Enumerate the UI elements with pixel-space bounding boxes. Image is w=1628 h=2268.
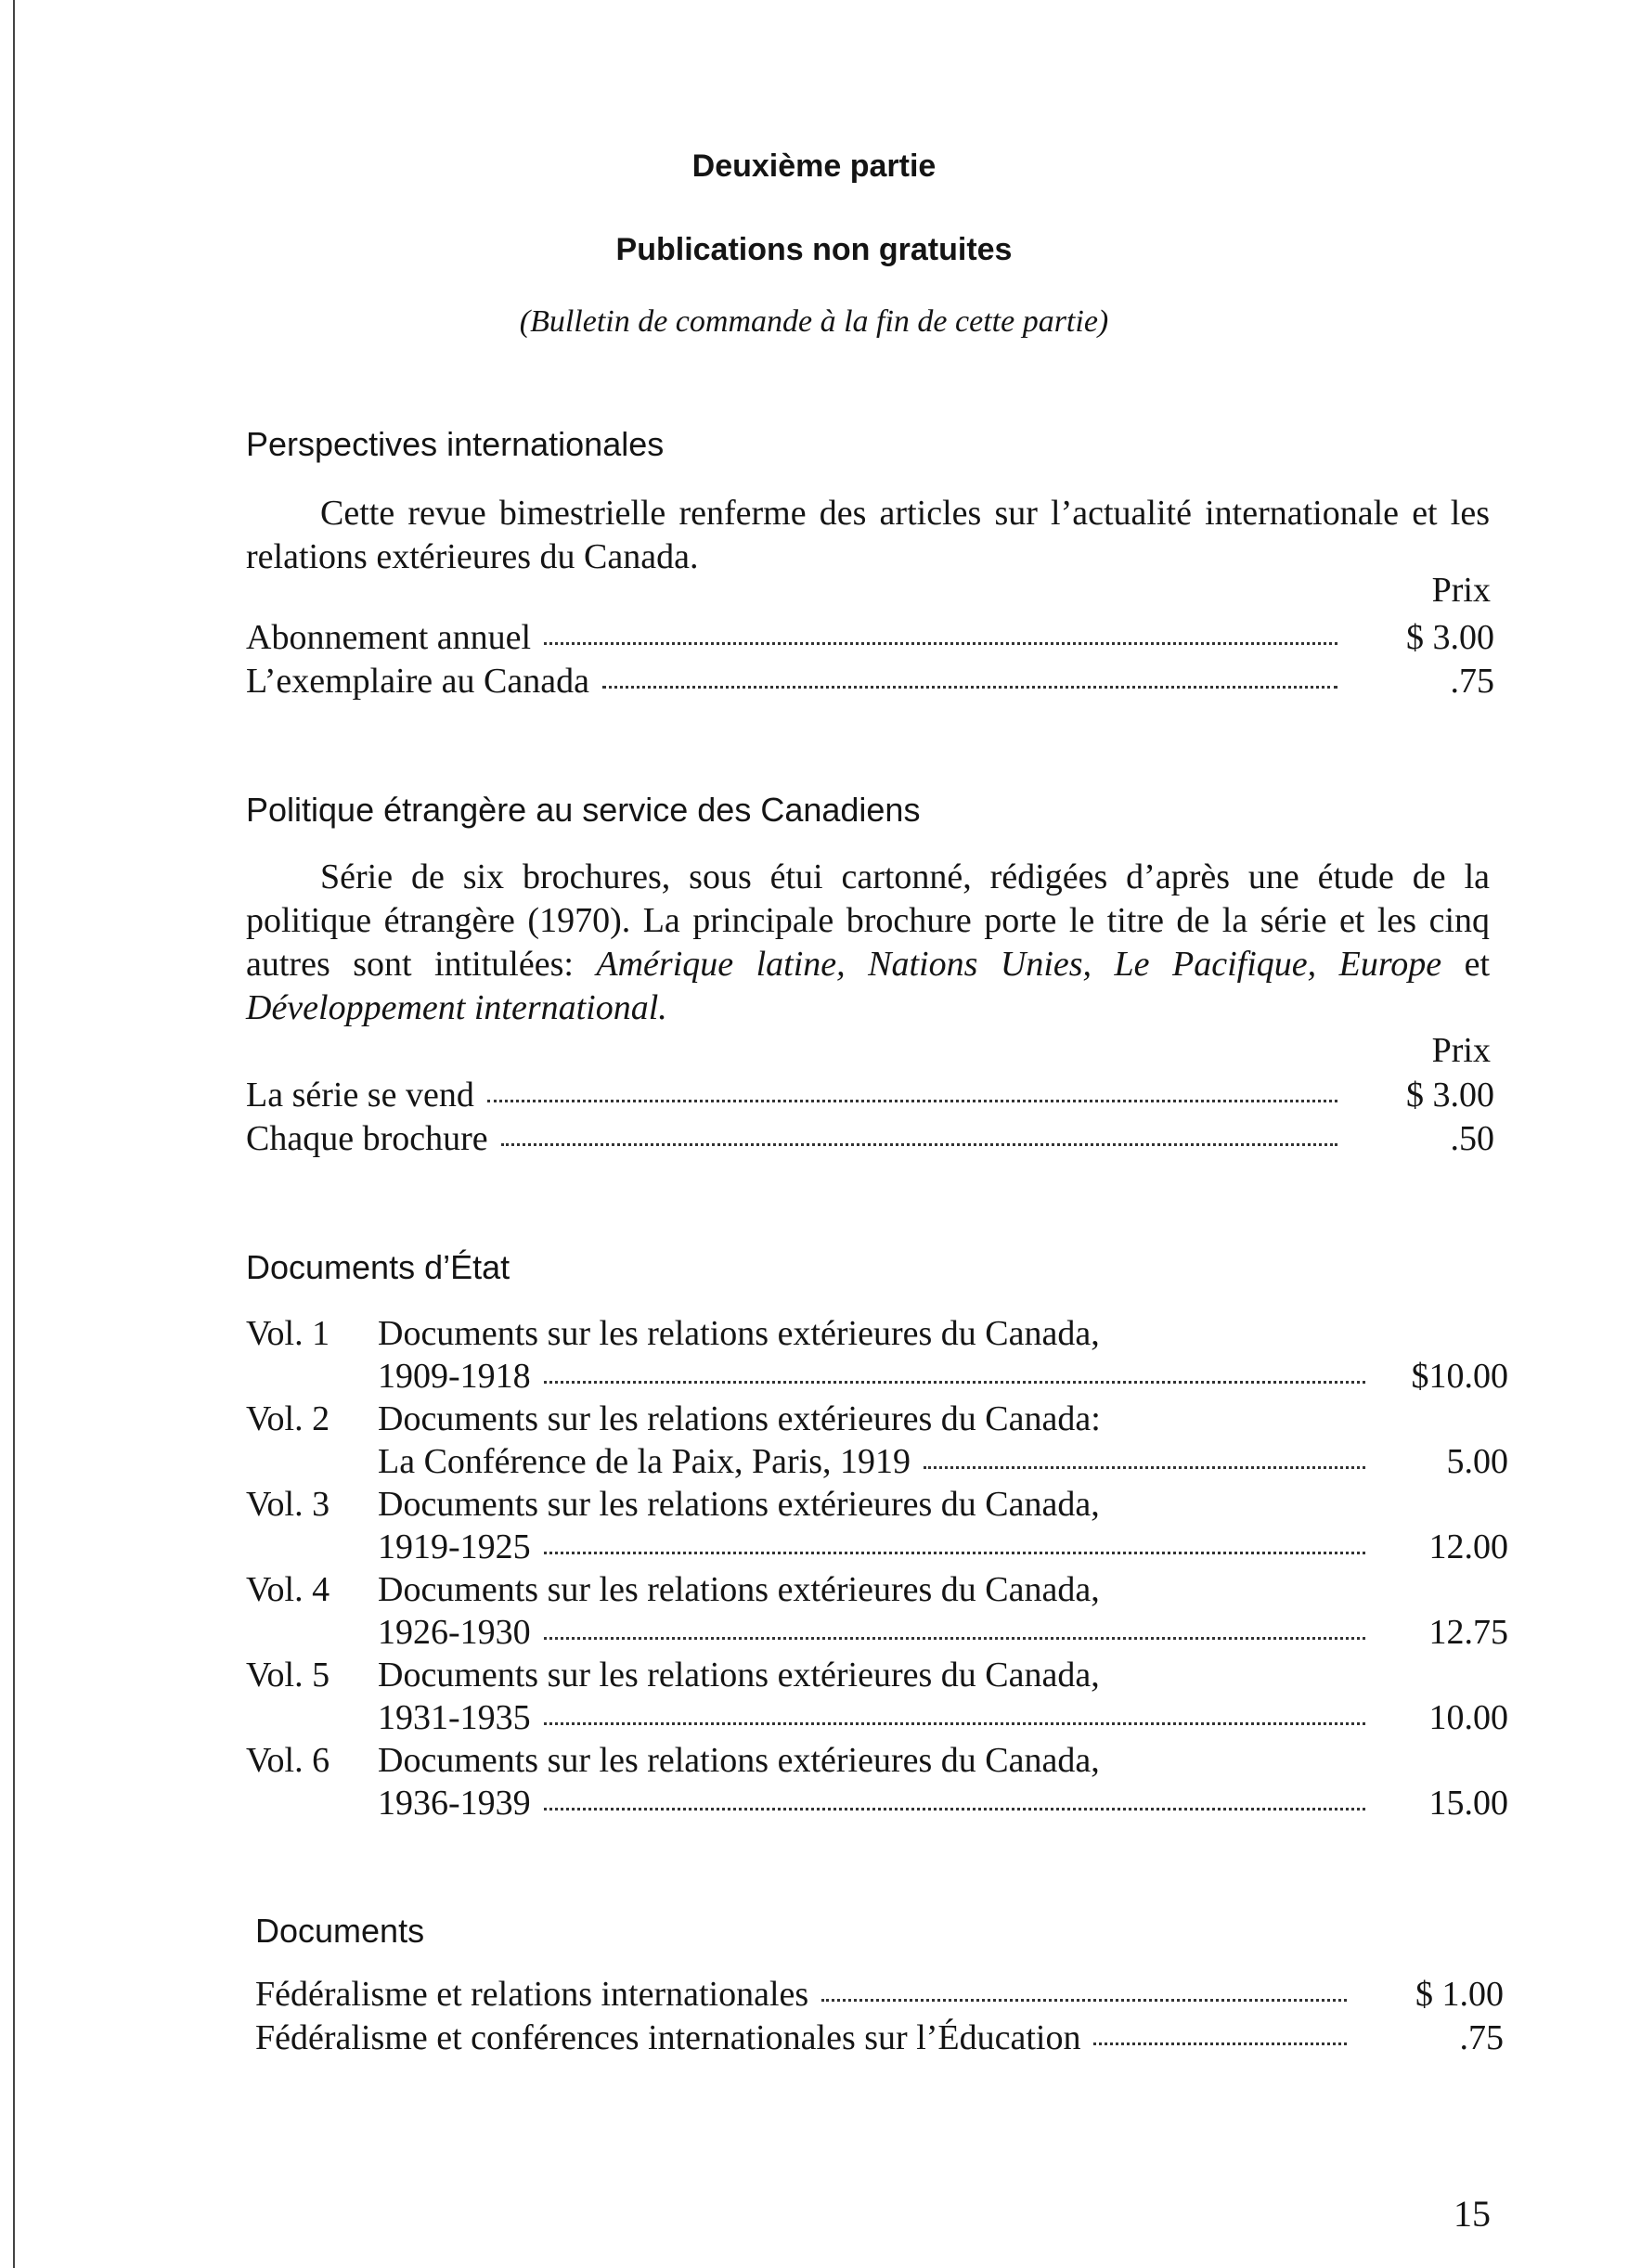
volume-subline xyxy=(378,1697,1508,1738)
volume-price: 5.00 xyxy=(1446,1442,1508,1481)
volume-number: Vol. 2 xyxy=(246,1399,330,1438)
volume-number: Vol. 3 xyxy=(246,1485,330,1524)
dot-leader xyxy=(544,642,1337,645)
section-title-politique: Politique étrangère au service des Canadiens xyxy=(246,791,921,829)
dot-leader xyxy=(1093,2042,1347,2045)
volume-price: 12.00 xyxy=(1428,1527,1508,1566)
volume-title: Documents sur les relations extérieures du Canada, xyxy=(378,1485,1100,1524)
dot-leader xyxy=(544,1722,1365,1725)
item-label: Fédéralisme et conférences internationales sur l’Éducation xyxy=(255,2018,1081,2057)
volume-price: 12.75 xyxy=(1428,1613,1508,1652)
volume-subline xyxy=(378,1356,1508,1397)
volume-title: Documents sur les relations extérieures du Canada, xyxy=(378,1656,1100,1695)
volume-subtitle: 1936-1939 xyxy=(378,1784,531,1823)
scan-edge-line xyxy=(13,0,15,2268)
volume-subtitle: 1919-1925 xyxy=(378,1527,531,1566)
volume-price: 15.00 xyxy=(1428,1784,1508,1823)
perspectives-description-text: Cette revue bimestrielle renferme des articles sur l’actualité internationale et les relations extérieures du Canada. xyxy=(246,494,1490,576)
volume-number: Vol. 4 xyxy=(246,1570,330,1609)
price-row xyxy=(246,617,1494,660)
dot-leader xyxy=(544,1808,1365,1811)
volume-title: Documents sur les relations extérieures du Canada, xyxy=(378,1741,1100,1780)
price-row xyxy=(255,2017,1504,2060)
brochure-title: Europe xyxy=(1338,945,1442,984)
volume-title: Documents sur les relations extérieures du Canada: xyxy=(378,1399,1101,1438)
item-label: L’exemplaire au Canada xyxy=(246,662,589,701)
item-label: Abonnement annuel xyxy=(246,618,532,657)
item-price: .75 xyxy=(1450,662,1494,701)
section-title-documents: Documents xyxy=(255,1912,425,1950)
volume-number: Vol. 6 xyxy=(246,1741,330,1780)
item-label: Chaque brochure xyxy=(246,1119,488,1158)
volume-number: Vol. 5 xyxy=(246,1656,330,1695)
item-price: $ 3.00 xyxy=(1406,618,1494,657)
brochure-title: Développement international. xyxy=(246,988,667,1027)
brochure-title: Nations Unies, xyxy=(868,945,1092,984)
politique-description-text: Série de six brochures, sous étui cartonné, rédigées d’après une étude de la politique étrangère (1970). La principale brochure porte le titre de la série et les cinq autres sont intitulées: xyxy=(246,857,1490,984)
volume-subline xyxy=(378,1441,1508,1482)
dot-leader xyxy=(821,1999,1347,2002)
volume-price: 10.00 xyxy=(1428,1698,1508,1737)
section-title-perspectives: Perspectives internationales xyxy=(246,425,665,463)
dot-leader xyxy=(487,1100,1337,1102)
dot-leader xyxy=(501,1143,1337,1146)
section-title-documents-etat: Documents d’État xyxy=(246,1248,510,1286)
brochure-title: Amérique latine, xyxy=(596,945,846,984)
volume-subtitle: La Conférence de la Paix, Paris, 1919 xyxy=(378,1442,911,1481)
dot-leader xyxy=(544,1381,1365,1384)
order-form-note: (Bulletin de commande à la fin de cette partie) xyxy=(519,304,1109,339)
volume-title: Documents sur les relations extérieures du Canada, xyxy=(378,1314,1100,1353)
page-number: 15 xyxy=(1454,2193,1491,2235)
part-heading: Deuxième partie xyxy=(691,148,937,184)
price-row xyxy=(255,1974,1504,2017)
dot-leader xyxy=(544,1637,1365,1640)
price-header-politique: Prix xyxy=(1431,1031,1491,1070)
item-label: Fédéralisme et relations internationales xyxy=(255,1975,809,2014)
item-price: .50 xyxy=(1450,1119,1494,1158)
item-label: La série se vend xyxy=(246,1076,474,1115)
price-row xyxy=(246,1075,1494,1117)
volume-subline xyxy=(378,1612,1508,1653)
volume-subline xyxy=(378,1527,1508,1567)
section-description-politique xyxy=(246,856,1490,1030)
section-description-perspectives xyxy=(246,492,1490,579)
page-title: Publications non gratuites xyxy=(615,232,1013,267)
volume-subtitle: 1931-1935 xyxy=(378,1698,531,1737)
volume-subtitle: 1909-1918 xyxy=(378,1357,531,1396)
price-row xyxy=(246,661,1494,703)
volume-subline xyxy=(378,1783,1508,1823)
dot-leader xyxy=(544,1552,1365,1554)
dot-leader xyxy=(924,1466,1365,1469)
volume-price: $10.00 xyxy=(1411,1357,1508,1396)
item-price: $ 1.00 xyxy=(1415,1975,1504,2014)
price-header-perspectives: Prix xyxy=(1431,571,1491,610)
item-price: $ 3.00 xyxy=(1406,1076,1494,1115)
volume-subtitle: 1926-1930 xyxy=(378,1613,531,1652)
volume-number: Vol. 1 xyxy=(246,1314,330,1353)
item-price: .75 xyxy=(1459,2018,1504,2057)
conjunction: et xyxy=(1464,945,1491,984)
dot-leader xyxy=(602,686,1337,689)
price-row xyxy=(246,1118,1494,1161)
volume-title: Documents sur les relations extérieures du Canada, xyxy=(378,1570,1100,1609)
brochure-title: Le Pacifique, xyxy=(1114,945,1317,984)
